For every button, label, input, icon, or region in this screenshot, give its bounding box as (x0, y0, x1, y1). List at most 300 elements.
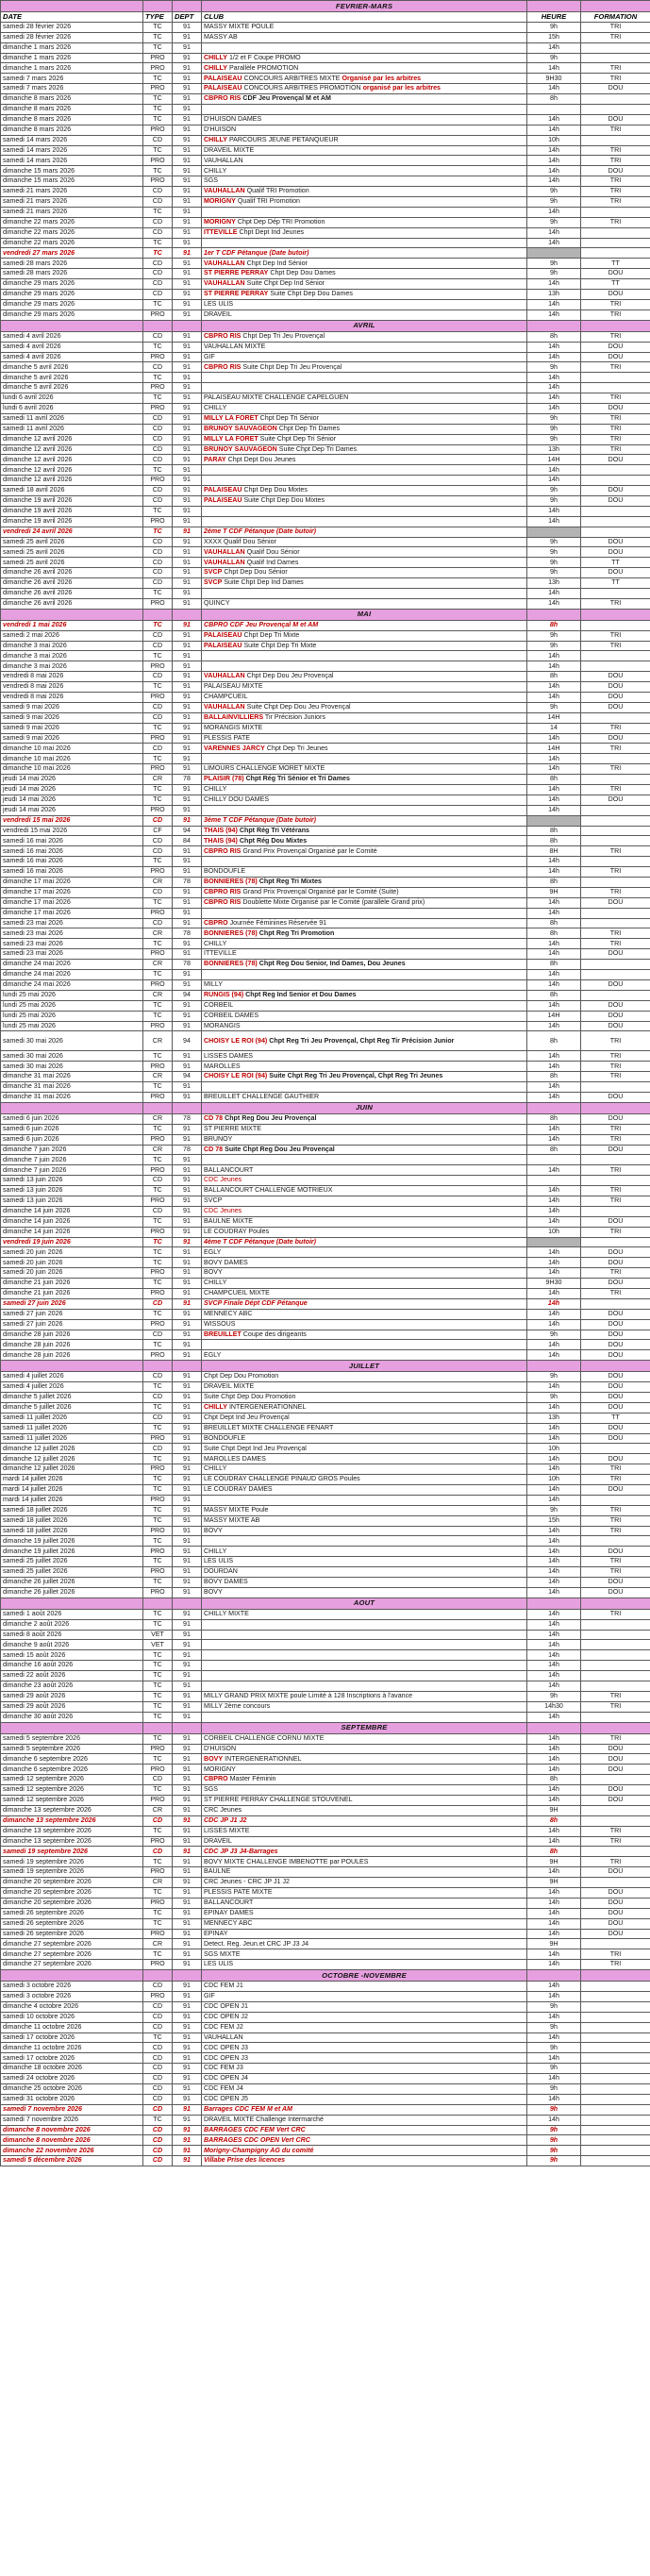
calendar-row[interactable] (1, 2043, 650, 2053)
calendar-row[interactable] (1, 1991, 650, 2001)
calendar-row[interactable] (1, 1505, 650, 1515)
calendar-row[interactable] (1, 1867, 650, 1878)
calendar-row[interactable] (1, 1691, 650, 1701)
calendar-row[interactable] (1, 2125, 650, 2135)
calendar-row[interactable] (1, 279, 650, 290)
calendar-row[interactable] (1, 1536, 650, 1547)
calendar-row[interactable] (1, 568, 650, 578)
calendar-row[interactable] (1, 1309, 650, 1319)
calendar-row[interactable] (1, 785, 650, 795)
calendar-row[interactable] (1, 424, 650, 434)
cell-dept: 91 (173, 1393, 202, 1403)
calendar-row[interactable] (1, 1206, 650, 1216)
calendar-row[interactable] (1, 682, 650, 693)
club-name-highlight: CBPRO RIS (204, 888, 242, 896)
calendar-row[interactable] (1, 393, 650, 404)
calendar-row[interactable] (1, 897, 650, 908)
calendar-row[interactable] (1, 1609, 650, 1619)
calendar-row[interactable] (1, 1196, 650, 1206)
calendar-row[interactable] (1, 1372, 650, 1382)
calendar-row[interactable] (1, 1836, 650, 1847)
cell-dept: 91 (173, 1319, 202, 1330)
calendar-row[interactable] (1, 94, 650, 105)
cell-date: dimanche 14 juin 2026 (1, 1206, 143, 1216)
calendar-row[interactable] (1, 1681, 650, 1692)
calendar-row[interactable] (1, 2053, 650, 2064)
calendar-row[interactable] (1, 1785, 650, 1796)
cell-heure: 9h (527, 2043, 581, 2053)
club-event-text: DRAVEIL MIXTE Challenge Intermarché (204, 2115, 324, 2123)
cell-heure: 14h (527, 166, 581, 176)
cell-date: samedi 30 mai 2026 (1, 1062, 143, 1072)
cell-type: TC (143, 1186, 173, 1196)
cell-date: dimanche 26 juillet 2026 (1, 1587, 143, 1597)
calendar-row[interactable] (1, 887, 650, 897)
cell-date: samedi 4 avril 2026 (1, 342, 143, 352)
calendar-row[interactable] (1, 156, 650, 166)
calendar-row[interactable] (1, 1515, 650, 1526)
calendar-row[interactable] (1, 1485, 650, 1496)
calendar-row[interactable] (1, 558, 650, 568)
cell-formation (581, 1206, 650, 1216)
cell-formation: TRI (581, 63, 650, 74)
calendar-row[interactable] (1, 693, 650, 703)
calendar-row[interactable] (1, 661, 650, 672)
cell-date: dimanche 13 septembre 2026 (1, 1826, 143, 1836)
calendar-row[interactable] (1, 979, 650, 990)
calendar-row[interactable] (1, 1062, 650, 1072)
calendar-row[interactable] (1, 1340, 650, 1350)
cell-dept: 91 (173, 1587, 202, 1597)
calendar-row[interactable] (1, 187, 650, 197)
cell-club (202, 1051, 527, 1062)
calendar-row[interactable] (1, 1775, 650, 1785)
cell-heure: 14h (527, 857, 581, 867)
calendar-row[interactable] (1, 259, 650, 269)
cell-formation: TRI (581, 1072, 650, 1082)
calendar-row[interactable] (1, 939, 650, 949)
cell-formation: DOU (581, 1485, 650, 1496)
cell-type: TC (143, 32, 173, 42)
calendar-row[interactable] (1, 970, 650, 980)
calendar-row[interactable] (1, 2032, 650, 2043)
cell-club (202, 476, 527, 486)
calendar-row[interactable] (1, 2064, 650, 2074)
cell-club (202, 32, 527, 42)
calendar-row[interactable] (1, 1495, 650, 1505)
cell-club (202, 878, 527, 888)
calendar-row[interactable] (1, 630, 650, 641)
calendar-row[interactable] (1, 867, 650, 878)
calendar-row[interactable] (1, 248, 650, 259)
calendar-row[interactable] (1, 1124, 650, 1134)
cell-date: dimanche 28 juin 2026 (1, 1330, 143, 1340)
calendar-row[interactable] (1, 547, 650, 558)
calendar-row[interactable] (1, 1382, 650, 1393)
calendar-row[interactable] (1, 1847, 650, 1857)
cell-dept: 91 (173, 1630, 202, 1640)
calendar-row[interactable] (1, 2135, 650, 2146)
cell-formation (581, 1444, 650, 1454)
calendar-row[interactable] (1, 1031, 650, 1051)
calendar-row[interactable] (1, 373, 650, 383)
club-name-highlight: MILLY LA FORET (204, 414, 258, 423)
club-event-text: DRAVEIL MIXTE (204, 145, 255, 154)
cell-type: TC (143, 74, 173, 84)
calendar-row[interactable] (1, 764, 650, 775)
calendar-row[interactable] (1, 227, 650, 238)
calendar-row[interactable] (1, 53, 650, 63)
calendar-row[interactable] (1, 1547, 650, 1557)
calendar-row[interactable] (1, 1082, 650, 1093)
calendar-row[interactable] (1, 712, 650, 723)
cell-formation (581, 805, 650, 815)
calendar-row[interactable] (1, 1444, 650, 1454)
cell-type: PRO (143, 53, 173, 63)
calendar-row[interactable] (1, 207, 650, 217)
calendar-row[interactable] (1, 2156, 650, 2166)
calendar-row[interactable] (1, 1640, 650, 1650)
calendar-row[interactable] (1, 2022, 650, 2032)
cell-type: PRO (143, 1495, 173, 1505)
calendar-row[interactable] (1, 352, 650, 362)
cell-date: samedi 17 octobre 2026 (1, 2053, 143, 2064)
calendar-row[interactable] (1, 486, 650, 496)
calendar-row[interactable] (1, 1330, 650, 1340)
calendar-row[interactable] (1, 217, 650, 227)
calendar-row[interactable] (1, 1258, 650, 1268)
calendar-row[interactable] (1, 598, 650, 609)
cell-heure: 9H (527, 1805, 581, 1815)
calendar-row[interactable] (1, 733, 650, 744)
cell-dept: 91 (173, 1216, 202, 1227)
calendar-row[interactable] (1, 299, 650, 309)
calendar-row[interactable] (1, 672, 650, 682)
calendar-row[interactable] (1, 1072, 650, 1082)
calendar-row[interactable] (1, 949, 650, 960)
calendar-row[interactable] (1, 1134, 650, 1145)
calendar-row[interactable] (1, 1186, 650, 1196)
calendar-row[interactable] (1, 1815, 650, 1826)
calendar-row[interactable] (1, 1805, 650, 1815)
calendar-row[interactable] (1, 2094, 650, 2104)
calendar-row[interactable] (1, 290, 650, 300)
calendar-row[interactable] (1, 2115, 650, 2125)
calendar-row[interactable] (1, 1898, 650, 1908)
cell-heure: 9h (527, 1691, 581, 1701)
calendar-row[interactable] (1, 702, 650, 712)
cell-club (202, 1898, 527, 1908)
cell-club (202, 1216, 527, 1227)
calendar-row[interactable] (1, 1145, 650, 1155)
calendar-row[interactable] (1, 1733, 650, 1744)
calendar-row[interactable] (1, 1887, 650, 1898)
calendar-row[interactable] (1, 114, 650, 125)
cell-club (202, 486, 527, 496)
cell-type: VET (143, 1630, 173, 1640)
calendar-row[interactable] (1, 1765, 650, 1775)
calendar-row[interactable] (1, 1155, 650, 1165)
cell-type: PRO (143, 1464, 173, 1475)
calendar-row[interactable] (1, 2084, 650, 2095)
cell-formation: DOU (581, 1309, 650, 1319)
cell-club (202, 1402, 527, 1413)
calendar-row[interactable] (1, 1165, 650, 1176)
calendar-row[interactable] (1, 1918, 650, 1929)
calendar-row[interactable] (1, 1826, 650, 1836)
calendar-row[interactable] (1, 1878, 650, 1888)
calendar-row[interactable] (1, 1949, 650, 1960)
cell-heure: 14h (527, 867, 581, 878)
calendar-row[interactable] (1, 42, 650, 53)
calendar-row[interactable] (1, 2001, 650, 2012)
calendar-row[interactable] (1, 383, 650, 393)
calendar-row[interactable] (1, 1433, 650, 1444)
cell-type: PRO (143, 1765, 173, 1775)
calendar-row[interactable] (1, 455, 650, 465)
calendar-row[interactable] (1, 2012, 650, 2022)
calendar-row[interactable] (1, 857, 650, 867)
cell-dept: 91 (173, 1051, 202, 1062)
calendar-row[interactable] (1, 1661, 650, 1671)
calendar-row[interactable] (1, 918, 650, 928)
calendar-row[interactable] (1, 63, 650, 74)
calendar-row[interactable] (1, 434, 650, 444)
cell-dept: 91 (173, 651, 202, 661)
calendar-row[interactable] (1, 1216, 650, 1227)
cell-dept: 91 (173, 434, 202, 444)
calendar-row[interactable] (1, 1423, 650, 1433)
cell-heure: 14h (527, 1165, 581, 1176)
month-band-pad (173, 1361, 202, 1372)
calendar-row[interactable] (1, 1587, 650, 1597)
calendar-row[interactable] (1, 651, 650, 661)
calendar-row[interactable] (1, 723, 650, 733)
cell-dept: 91 (173, 1134, 202, 1145)
calendar-row[interactable] (1, 1754, 650, 1765)
calendar-row[interactable] (1, 331, 650, 342)
cell-type: CD (143, 672, 173, 682)
calendar-row[interactable] (1, 2074, 650, 2084)
club-event-text: DRAVEIL (204, 310, 232, 319)
calendar-row[interactable] (1, 125, 650, 135)
cell-formation (581, 836, 650, 846)
calendar-row[interactable] (1, 413, 650, 424)
club-note-red: CDC Jeunes (204, 1176, 242, 1184)
calendar-row[interactable] (1, 878, 650, 888)
calendar-row[interactable] (1, 588, 650, 598)
calendar-row[interactable] (1, 1247, 650, 1258)
cell-date: samedi 13 juin 2026 (1, 1176, 143, 1186)
calendar-row[interactable] (1, 238, 650, 248)
calendar-row[interactable] (1, 1350, 650, 1361)
calendar-row[interactable] (1, 1526, 650, 1536)
cell-type: CD (143, 486, 173, 496)
cell-heure: 14H (527, 744, 581, 754)
cell-type: PRO (143, 598, 173, 609)
calendar-row[interactable] (1, 32, 650, 42)
cell-formation: TRI (581, 32, 650, 42)
calendar-row[interactable] (1, 1464, 650, 1475)
calendar-row[interactable] (1, 309, 650, 320)
calendar-row[interactable] (1, 1650, 650, 1661)
calendar-row[interactable] (1, 506, 650, 516)
calendar-row[interactable] (1, 1671, 650, 1681)
club-organizer-note: Organisé par les arbitres (342, 74, 422, 82)
calendar-row[interactable] (1, 1744, 650, 1754)
cell-type: PRO (143, 1744, 173, 1754)
cell-dept: 91 (173, 744, 202, 754)
cell-formation: TRI (581, 1165, 650, 1176)
cell-formation (581, 1681, 650, 1692)
calendar-row[interactable] (1, 846, 650, 857)
calendar-row[interactable] (1, 1795, 650, 1805)
cell-date: dimanche 3 mai 2026 (1, 661, 143, 672)
calendar-row[interactable] (1, 2104, 650, 2115)
cell-dept: 91 (173, 2012, 202, 2022)
calendar-row[interactable] (1, 908, 650, 918)
calendar-row[interactable] (1, 1051, 650, 1062)
calendar-row[interactable] (1, 1701, 650, 1712)
calendar-row[interactable] (1, 516, 650, 527)
cell-club (202, 1815, 527, 1826)
club-event-text: PALAISEAU MIXTE CHALLENGE CAPELGUEN (204, 393, 349, 402)
calendar-row[interactable] (1, 1227, 650, 1237)
calendar-row[interactable] (1, 362, 650, 373)
month-band-pad (173, 1722, 202, 1733)
cell-formation (581, 2135, 650, 2146)
cell-type: CR (143, 775, 173, 785)
calendar-row[interactable] (1, 1557, 650, 1567)
cell-club (202, 1960, 527, 1970)
calendar-row[interactable] (1, 1982, 650, 1992)
calendar-row[interactable] (1, 444, 650, 455)
cell-type: TC (143, 1578, 173, 1588)
calendar-row[interactable] (1, 815, 650, 826)
club-event-text: Chpt Dep Dou Jeu Provençal (246, 672, 334, 680)
cell-dept: 91 (173, 949, 202, 960)
month-band-pad (143, 1102, 173, 1113)
calendar-row[interactable] (1, 166, 650, 176)
calendar-row[interactable] (1, 176, 650, 187)
cell-dept: 91 (173, 1712, 202, 1722)
calendar-row[interactable] (1, 1454, 650, 1464)
cell-club (202, 2094, 527, 2104)
calendar-row[interactable] (1, 1021, 650, 1031)
calendar-row[interactable] (1, 1630, 650, 1640)
cell-heure: 9H (527, 1878, 581, 1888)
calendar-row[interactable] (1, 744, 650, 754)
calendar-row[interactable] (1, 1237, 650, 1247)
calendar-row[interactable] (1, 1319, 650, 1330)
calendar-row[interactable] (1, 1393, 650, 1403)
calendar-row[interactable] (1, 105, 650, 115)
club-name-highlight: VAUHALLAN (204, 279, 245, 288)
calendar-row[interactable] (1, 641, 650, 651)
cell-heure: 9h (527, 486, 581, 496)
calendar-row[interactable] (1, 465, 650, 476)
cell-heure: 14h (527, 1309, 581, 1319)
calendar-row[interactable] (1, 1578, 650, 1588)
calendar-row[interactable] (1, 928, 650, 939)
cell-type: TC (143, 1887, 173, 1898)
calendar-row[interactable] (1, 990, 650, 1000)
club-event-text: BALLANCOURT (204, 1165, 254, 1174)
calendar-row[interactable] (1, 84, 650, 94)
calendar-row[interactable] (1, 1567, 650, 1578)
calendar-row[interactable] (1, 135, 650, 145)
calendar-row[interactable] (1, 495, 650, 506)
cell-formation: TRI (581, 393, 650, 404)
calendar-row[interactable] (1, 1413, 650, 1423)
calendar-row[interactable] (1, 197, 650, 208)
calendar-row[interactable] (1, 775, 650, 785)
calendar-row[interactable] (1, 1176, 650, 1186)
calendar-row[interactable] (1, 754, 650, 764)
calendar-row[interactable] (1, 342, 650, 352)
cell-formation: DOU (581, 1216, 650, 1227)
calendar-row[interactable] (1, 145, 650, 156)
calendar-row[interactable] (1, 1475, 650, 1485)
calendar-row[interactable] (1, 1619, 650, 1630)
cell-heure: 9h (527, 434, 581, 444)
cell-dept: 91 (173, 465, 202, 476)
cell-date: dimanche 10 mai 2026 (1, 744, 143, 754)
club-event-text: MASSY AB (204, 33, 238, 41)
calendar-row[interactable] (1, 836, 650, 846)
calendar-row[interactable] (1, 269, 650, 279)
calendar-row[interactable] (1, 527, 650, 537)
calendar-row[interactable] (1, 1908, 650, 1918)
cell-heure: 14h (527, 1661, 581, 1671)
calendar-row[interactable] (1, 1000, 650, 1011)
calendar-row[interactable] (1, 1712, 650, 1722)
calendar-row[interactable] (1, 795, 650, 805)
calendar-row[interactable] (1, 1268, 650, 1279)
calendar-row[interactable] (1, 805, 650, 815)
calendar-row[interactable] (1, 74, 650, 84)
calendar-row[interactable] (1, 403, 650, 413)
calendar-row[interactable] (1, 578, 650, 589)
calendar-row[interactable] (1, 1279, 650, 1289)
calendar-row[interactable] (1, 1929, 650, 1939)
calendar-row[interactable] (1, 1939, 650, 1949)
calendar-row[interactable] (1, 476, 650, 486)
calendar-row[interactable] (1, 22, 650, 32)
club-event-text: 2ème T CDF Pétanque (Date butoir) (204, 527, 317, 535)
calendar-row[interactable] (1, 2146, 650, 2156)
club-event-text: Barrages CDC FEM M et AM (204, 2105, 292, 2113)
cell-date: dimanche 27 septembre 2026 (1, 1949, 143, 1960)
calendar-row[interactable] (1, 826, 650, 836)
calendar-row[interactable] (1, 960, 650, 970)
calendar-row[interactable] (1, 1960, 650, 1970)
calendar-row[interactable] (1, 1402, 650, 1413)
cell-heure: 9h (527, 702, 581, 712)
cell-heure: 14h (527, 156, 581, 166)
calendar-row[interactable] (1, 620, 650, 630)
cell-dept: 91 (173, 2032, 202, 2043)
calendar-row[interactable] (1, 1113, 650, 1124)
calendar-row[interactable] (1, 1011, 650, 1021)
calendar-row[interactable] (1, 537, 650, 547)
calendar-row[interactable] (1, 1288, 650, 1298)
calendar-row[interactable] (1, 1092, 650, 1102)
calendar-row[interactable] (1, 1298, 650, 1309)
club-event-text: BREUILLET CHALLENGE GAUTHIER (204, 1093, 320, 1101)
cell-type: PRO (143, 309, 173, 320)
calendar-row[interactable] (1, 1857, 650, 1867)
